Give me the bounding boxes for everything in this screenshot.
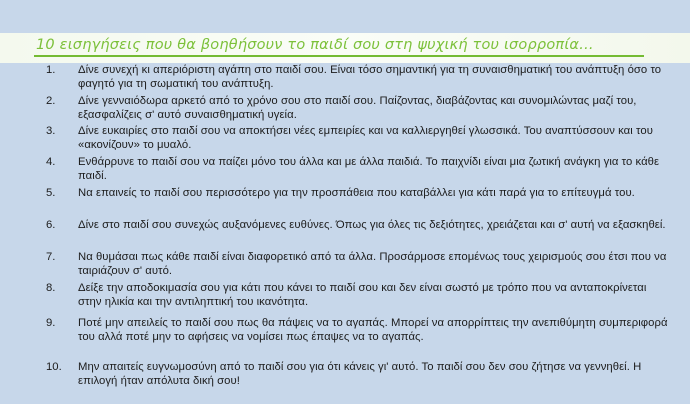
item-number: 7. bbox=[46, 251, 56, 263]
item-text: Ενθάρρυνε το παιδί σου να παίζει μόνο του άλλα και με άλλα παιδιά. Το παιχνίδι είναι μια ζωτική ανάγκη για το κάθε παιδί. bbox=[78, 156, 660, 182]
item-text: Δίνε στο παιδί σου συνεχώς αυξανόμενες ευθύνες. Όπως για όλες τις δεξιότητες, χρειάζεται και σ' αυτή να εξασκηθεί. bbox=[78, 219, 666, 231]
item-text: Δίνε γενναιόδωρα αρκετό από το χρόνο σου στο παιδί σου. Παίζοντας, διαβάζοντας και συνομιλώντας μαζί του, εξασφαλίζεις σ' αυτό συναισθηματική υγεία. bbox=[78, 95, 637, 121]
item-text: Δίνε συνεχή κι απεριόριστη αγάπη στο παιδί σου. Είναι τόσο σημαντική για τη συναισθηματική του ανάπτυξη όσο το φαγητό για τη σωματική του ανάπτυξη. bbox=[78, 64, 662, 90]
item-number: 2. bbox=[46, 95, 56, 107]
item-text: Δίνε ευκαιρίες στο παιδί σου να αποκτήσει νέες εμπειρίες και να καλλιεργηθεί γλωσσικά. Του αναπτύσσουν και του «ακονίζουν» το μυαλό. bbox=[78, 125, 653, 151]
item-number: 5. bbox=[46, 187, 56, 199]
title-banner bbox=[0, 33, 690, 63]
item-number: 9. bbox=[46, 317, 56, 329]
item-number: 10. bbox=[46, 361, 62, 373]
item-number: 8. bbox=[46, 282, 56, 294]
page-title: 10 εισηγήσεις που θα βοηθήσουν το παιδί σου στη ψυχική του ισορροπία… bbox=[36, 37, 594, 53]
item-text: Να θυμάσαι πως κάθε παιδί είναι διαφορετικό από τα άλλα. Προσάρμοσε επομένως τους χειρισμούς σου έτσι που να ταιριάζουν σ' αυτό. bbox=[78, 251, 667, 277]
title-underline bbox=[34, 55, 644, 57]
item-text: Να επαινείς το παιδί σου περισσότερο για την προσπάθεια που καταβάλλει για κάτι παρά για το επίτευγμά του. bbox=[78, 187, 635, 199]
item-text: Μην απαιτείς ευγνωμοσύνη από το παιδί σου για ότι κάνεις γι' αυτό. Το παιδί σου δεν σου ζήτησε να γεννηθεί. Η επιλογή ήταν απόλυτα δική σου! bbox=[78, 361, 642, 387]
item-number: 6. bbox=[46, 219, 56, 231]
item-number: 3. bbox=[46, 125, 56, 137]
item-text: Δείξε την αποδοκιμασία σου για κάτι που κάνει το παιδί σου και δεν είναι σωστό με τρόπο που να ανταποκρίνεται στην ηλικία και την αντιληπτική του ικανότητα. bbox=[78, 282, 647, 308]
item-number: 4. bbox=[46, 156, 56, 168]
item-text: Ποτέ μην απειλείς το παιδί σου πως θα πάψεις να το αγαπάς. Μπορεί να απορρίπτεις την ανεπιθύμητη συμπεριφορά του αλλά ποτέ μην το αφήσεις να νομίσει πως έπαψες να το αγαπάς. bbox=[78, 317, 668, 343]
item-number: 1. bbox=[46, 64, 56, 76]
